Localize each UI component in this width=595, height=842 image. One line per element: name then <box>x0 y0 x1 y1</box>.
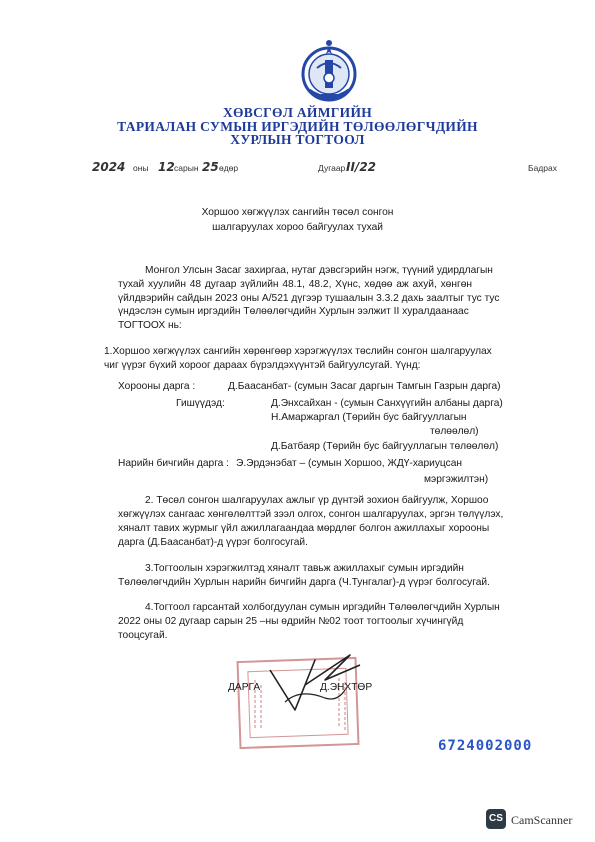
date-month: 12 <box>158 160 175 174</box>
dugaar-label: Дугаар <box>318 163 346 173</box>
member-2: Н.Амаржаргал (Төрийн бус байгууллагын <box>271 412 467 423</box>
secretary-value-cont: мэргэжилтэн) <box>424 474 489 485</box>
item1-line-1: 1.Хоршоо хөгжүүлэх сангийн хөрөнгөөр хэрэгжүүлэх төслийн сонгон шалгаруулах <box>104 346 492 357</box>
decree-number: II/22 <box>346 160 377 174</box>
document-title-line-2: шалгаруулах хороо байгуулах тухай <box>212 222 383 233</box>
item3-line-2: Төлөөлөгчдийн Хурлын нарийн бичгийн дарга (Ч.Тунгалаг)-д үүрэг болгосугай. <box>118 577 490 588</box>
member-1: Д.Энхсайхан - (сумын Санхүүгийн албаны дарга) <box>271 398 503 409</box>
secretary-value: Э.Эрдэнэбат – (сумын Хоршоо, ЖДҮ-хариуцсан <box>236 458 463 469</box>
member-2-cont: төлөөлөл) <box>430 426 479 437</box>
member-3: Д.Батбаяр (Төрийн бус байгууллагын төлөөлөл) <box>271 441 499 452</box>
item2-line-3: хяналт тавих журмыг үйл ажиллагаандаа мөрдлөг болгон ажиллахыг хорооны <box>118 523 490 534</box>
soyombo-emblem-icon <box>299 38 359 104</box>
header-line-2: ТАРИАЛАН СУМЫН ИРГЭДИЙН ТӨЛӨӨЛӨГЧДИЙН <box>117 119 478 134</box>
item1-line-2: чиг үүрэг бүхий хороог дараах бүрэлдэхүүнтэй байгуулсугай. Үүнд: <box>104 360 421 371</box>
item2-line-2: хөгжүүлэх сангаас хөнгөлөлттэй зээл олгох, сонгон шалгаруулах, эргэн төлүүлэх, <box>118 509 504 520</box>
handwritten-signature-icon <box>255 640 375 720</box>
date-sar-label: сарын <box>174 163 199 173</box>
date-edur-label: өдөр <box>219 163 239 173</box>
stamp-number: 6724002000 <box>438 738 533 754</box>
header-line-1: ХӨВСГӨЛ АЙМГИЙН <box>222 105 373 120</box>
secretary-label: Нарийн бичгийн дарга : <box>118 458 230 469</box>
date-day: 25 <box>202 160 219 174</box>
intro-line-5: ТОГТООХ нь: <box>118 320 182 331</box>
date-line <box>92 160 557 176</box>
chair-label: Хорооны дарга : <box>118 381 196 392</box>
intro-line-2: тухай хуулийн 48 дугаар зүйлийн 48.1, 48.2, Хүнс, хөдөө аж ахуй, хөнгөн <box>118 279 472 290</box>
item2-line-1: 2. Төсөл сонгон шалгаруулах ажлыг үр дүнтэй зохион байгуулж, Хоршоо <box>145 495 489 506</box>
signature-name: Д.ЭНХТӨР <box>320 682 373 693</box>
item2-line-4: дарга (Д.Баасанбат)-д үүрэг болгосугай. <box>118 537 308 548</box>
date-ony-label: оны <box>133 163 149 173</box>
intro-line-3: үйлдвэрийн сайдын 2023 оны А/521 дүгээр тушаалын 3.3.2 дахь заалтыг тус тус <box>118 293 500 304</box>
item3-line-1: 3.Тогтоолын хэрэгжилтэд хяналт тавьж ажиллахыг сумын иргэдийн <box>145 563 464 574</box>
intro-line-1: Монгол Улсын Засаг захиргаа, нутаг дэвсгэрийн нэгж, түүний удирдлагын <box>145 265 493 276</box>
document-title-line-1: Хоршоо хөгжүүлэх сангийн төсөл сонгон <box>201 207 394 218</box>
camscanner-logo-icon: CS <box>486 809 506 829</box>
intro-line-4: үндэслэн сумын иргэдийн Төлөөлөгчдийн Хурлын ээлжит II хуралдаанаас <box>118 306 469 317</box>
place-name: Бадрах <box>528 163 557 173</box>
signature-title: ДАРГА <box>228 682 261 693</box>
chair-value: Д.Баасанбат- (сумын Засаг даргын Тамгын Газрын дарга) <box>228 381 501 392</box>
camscanner-brand: CamScanner <box>511 813 573 827</box>
members-label: Гишүүдэд: <box>176 398 225 409</box>
item4-line-1: 4.Тогтоол гарсантай холбогдуулан сумын иргэдийн Төлөөлөгчдийн Хурлын <box>145 602 500 613</box>
item4-line-2: 2022 оны 02 дугаар сарын 25 –ны өдрийн №02 тоот тогтоолыг хүчингүйд <box>118 616 464 627</box>
header-line-3: ХУРЛЫН ТОГТООЛ <box>230 132 365 147</box>
item4-line-3: тооцсугай. <box>118 630 168 641</box>
date-year: 2024 <box>92 160 126 174</box>
